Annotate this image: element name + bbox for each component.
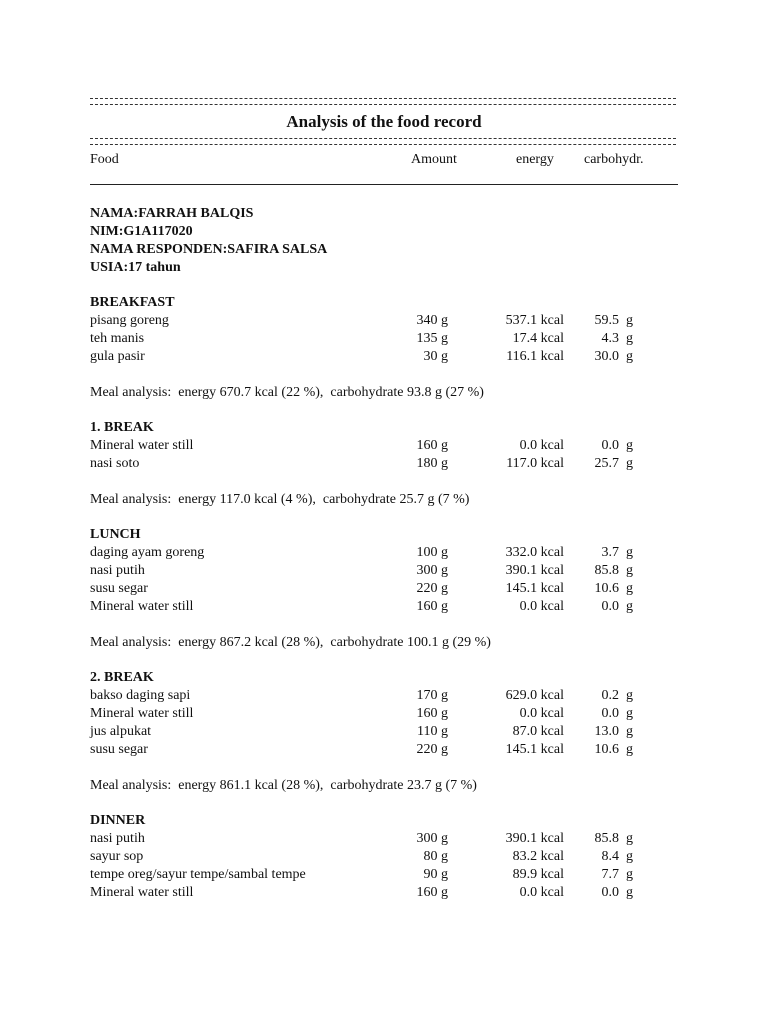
food-energy: 145.1 kcal: [505, 581, 564, 596]
food-amount: 300 g: [416, 563, 448, 578]
food-carbohydrate: 85.8 g: [594, 831, 633, 846]
food-carbohydrate: 0.0 g: [601, 599, 633, 614]
section-title: 1. BREAK: [90, 420, 154, 435]
food-amount: 160 g: [416, 885, 448, 900]
page-title: Analysis of the food record: [286, 112, 482, 131]
info-responden: NAMA RESPONDEN:SAFIRA SALSA: [90, 242, 328, 257]
food-amount: 220 g: [416, 581, 448, 596]
food-energy: 0.0 kcal: [519, 599, 564, 614]
food-name: Mineral water still: [90, 438, 194, 453]
section-title: 2. BREAK: [90, 670, 154, 685]
info-nim: NIM:G1A117020: [90, 224, 193, 239]
food-energy: 17.4 kcal: [512, 331, 564, 346]
food-row: [0, 455, 768, 473]
food-carbohydrate: 4.3 g: [601, 331, 633, 346]
food-row: [0, 312, 768, 330]
food-energy: 537.1 kcal: [505, 313, 564, 328]
food-name: sayur sop: [90, 849, 144, 864]
food-name: bakso daging sapi: [90, 688, 191, 703]
header-carbohydrate: carbohydr.: [584, 152, 644, 167]
food-row: [0, 741, 768, 759]
food-name: Mineral water still: [90, 599, 194, 614]
top-double-rule: [90, 98, 676, 105]
info-nama: NAMA:FARRAH BALQIS: [90, 206, 254, 221]
food-amount: 110 g: [417, 724, 448, 739]
food-carbohydrate: 0.0 g: [601, 885, 633, 900]
food-carbohydrate: 30.0 g: [594, 349, 633, 364]
food-energy: 0.0 kcal: [519, 438, 564, 453]
food-energy: 83.2 kcal: [512, 849, 564, 864]
food-name: jus alpukat: [90, 724, 152, 739]
food-row: [0, 884, 768, 902]
food-carbohydrate: 3.7 g: [601, 545, 633, 560]
food-energy: 0.0 kcal: [519, 706, 564, 721]
header-rule: [90, 184, 678, 185]
food-carbohydrate: 59.5 g: [594, 313, 633, 328]
food-energy: 87.0 kcal: [512, 724, 564, 739]
food-row: [0, 562, 768, 580]
meal-analysis: Meal analysis: energy 670.7 kcal (22 %), carbohydrate 93.8 g (27 %): [90, 385, 484, 400]
section-title: BREAKFAST: [90, 295, 175, 310]
food-amount: 160 g: [416, 599, 448, 614]
food-name: tempe oreg/sayur tempe/sambal tempe: [90, 867, 306, 882]
food-row: [0, 544, 768, 562]
food-energy: 117.0 kcal: [506, 456, 564, 471]
food-amount: 220 g: [416, 742, 448, 757]
header-amount: Amount: [411, 152, 457, 167]
food-amount: 100 g: [416, 545, 448, 560]
food-amount: 90 g: [423, 867, 448, 882]
header-food: Food: [90, 152, 119, 167]
food-name: susu segar: [90, 581, 148, 596]
food-energy: 145.1 kcal: [505, 742, 564, 757]
food-carbohydrate: 0.0 g: [601, 706, 633, 721]
food-amount: 180 g: [416, 456, 448, 471]
food-name: nasi putih: [90, 563, 145, 578]
food-name: nasi putih: [90, 831, 145, 846]
food-carbohydrate: 8.4 g: [601, 849, 633, 864]
food-name: teh manis: [90, 331, 145, 346]
food-carbohydrate: 10.6 g: [594, 742, 633, 757]
food-carbohydrate: 7.7 g: [601, 867, 633, 882]
food-row: [0, 705, 768, 723]
food-carbohydrate: 85.8 g: [594, 563, 633, 578]
food-name: daging ayam goreng: [90, 545, 205, 560]
food-carbohydrate: 25.7 g: [594, 456, 633, 471]
food-energy: 390.1 kcal: [505, 563, 564, 578]
food-carbohydrate: 0.0 g: [601, 438, 633, 453]
section-title: DINNER: [90, 813, 146, 828]
food-carbohydrate: 13.0 g: [594, 724, 633, 739]
food-row: [0, 437, 768, 455]
food-name: Mineral water still: [90, 706, 194, 721]
food-row: [0, 330, 768, 348]
header-energy: energy: [516, 152, 554, 167]
food-carbohydrate: 0.2 g: [601, 688, 633, 703]
food-energy: 89.9 kcal: [512, 867, 564, 882]
food-amount: 160 g: [416, 438, 448, 453]
food-energy: 116.1 kcal: [506, 349, 564, 364]
food-amount: 160 g: [416, 706, 448, 721]
food-energy: 0.0 kcal: [519, 885, 564, 900]
food-row: [0, 848, 768, 866]
food-row: [0, 830, 768, 848]
food-name: gula pasir: [90, 349, 145, 364]
meal-analysis: Meal analysis: energy 861.1 kcal (28 %), carbohydrate 23.7 g (7 %): [90, 778, 477, 793]
food-name: nasi soto: [90, 456, 140, 471]
food-carbohydrate: 10.6 g: [594, 581, 633, 596]
meal-analysis: Meal analysis: energy 117.0 kcal (4 %), carbohydrate 25.7 g (7 %): [90, 492, 470, 507]
food-energy: 629.0 kcal: [505, 688, 564, 703]
info-usia: USIA:17 tahun: [90, 260, 181, 275]
food-name: pisang goreng: [90, 313, 169, 328]
food-amount: 80 g: [423, 849, 448, 864]
food-energy: 390.1 kcal: [505, 831, 564, 846]
food-name: Mineral water still: [90, 885, 194, 900]
food-row: [0, 866, 768, 884]
food-amount: 30 g: [423, 349, 448, 364]
food-row: [0, 723, 768, 741]
food-row: [0, 687, 768, 705]
food-amount: 340 g: [416, 313, 448, 328]
title-double-rule: [90, 138, 676, 145]
meal-analysis: Meal analysis: energy 867.2 kcal (28 %), carbohydrate 100.1 g (29 %): [90, 635, 491, 650]
food-row: [0, 598, 768, 616]
food-energy: 332.0 kcal: [505, 545, 564, 560]
food-row: [0, 580, 768, 598]
food-row: [0, 348, 768, 366]
food-name: susu segar: [90, 742, 148, 757]
section-title: LUNCH: [90, 527, 141, 542]
food-amount: 135 g: [416, 331, 448, 346]
food-amount: 170 g: [416, 688, 448, 703]
food-amount: 300 g: [416, 831, 448, 846]
